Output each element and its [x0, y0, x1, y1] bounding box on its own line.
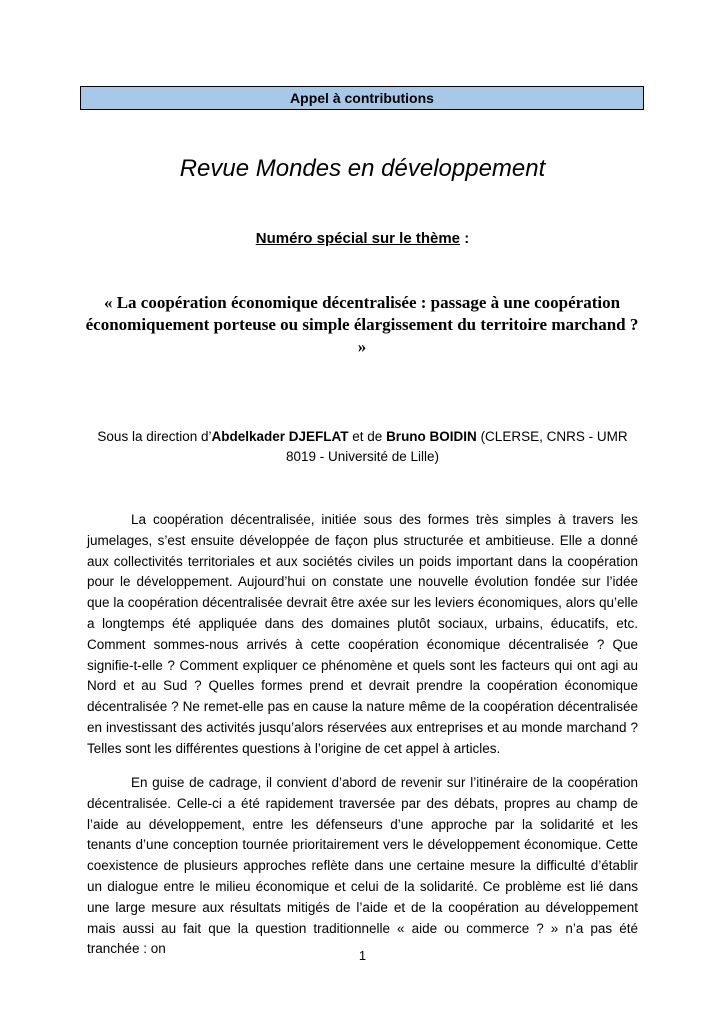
editor-1: Abdelkader DJEFLAT — [211, 429, 349, 444]
banner-label: Appel à contributions — [290, 90, 434, 106]
call-for-papers-banner — [80, 86, 644, 110]
issue-title: « La coopération économique décentralisée : passage à une coopération économiquement porteuse ou simple élargissement du territoire marchand ? » — [85, 293, 639, 356]
page-number: 1 — [358, 948, 367, 963]
theme-suffix: : — [460, 230, 470, 247]
direction-connector: et de — [348, 429, 387, 444]
affiliation: (CLERSE, CNRS - UMR 8019 - Université de Lille) — [285, 429, 628, 464]
theme-label: Numéro spécial sur le thème — [255, 230, 461, 247]
editor-2: Bruno BOIDIN — [386, 429, 477, 444]
body-paragraph-1: La coopération décentralisée, initiée sous des formes très simples à travers les jumelages, s’est ensuite développée de façon plus structurée et ambitieuse. Elle a donné aux collectivités territoriales et aux sociétés civiles un poids important dans la coopération pour le développement. Aujourd’hui on constate une nouvelle évolution fondée sur l’idée que la coopération décentralisée devrait être axée sur les leviers économiques, alors qu’elle a longtemps été appliquée dans des domaines plutôt sociaux, urbains, éducatifs, etc. Comment sommes-nous arrivés à cette coopération économique décentralisée ? Que signifie-t-elle ? Comment expliquer ce phénomène et quels sont les facteurs qui ont agi au Nord et au Sud ? Quelles formes prend et devrait prendre la coopération économique décentralisée ? Ne remet-elle pas en cause la nature même de la coopération décentralisée en investissant des activités jusqu’alors réservées aux entreprises et au monde marchand ? Telles sont les différentes questions à l’origine de cet appel à articles. — [87, 512, 638, 756]
editors-line — [85, 427, 640, 467]
body-paragraph-2: En guise de cadrage, il convient d’abord de revenir sur l’itinéraire de la coopération décentralisée. Celle-ci a été rapidement traversée par des débats, propres au champ de l’aide au développement, entre les défenseurs d’une approche par la solidarité et les tenants d’une conception tournée prioritairement vers le développement économique. Cette coexistence de plusieurs approches reflète dans une certaine mesure la difficulté d’établir un dialogue entre le milieu économique et celui de la solidarité. Ce problème est lié dans une large mesure aux résultats mitigés de l’aide et de la coopération au développement mais aussi au fait que la question traditionnelle « aide ou commerce ? » n’a pas été tranchée : on — [87, 775, 638, 957]
theme-heading — [0, 230, 725, 247]
journal-title: Revue Mondes en développement — [179, 155, 546, 182]
direction-prefix: Sous la direction d’ — [97, 429, 212, 444]
